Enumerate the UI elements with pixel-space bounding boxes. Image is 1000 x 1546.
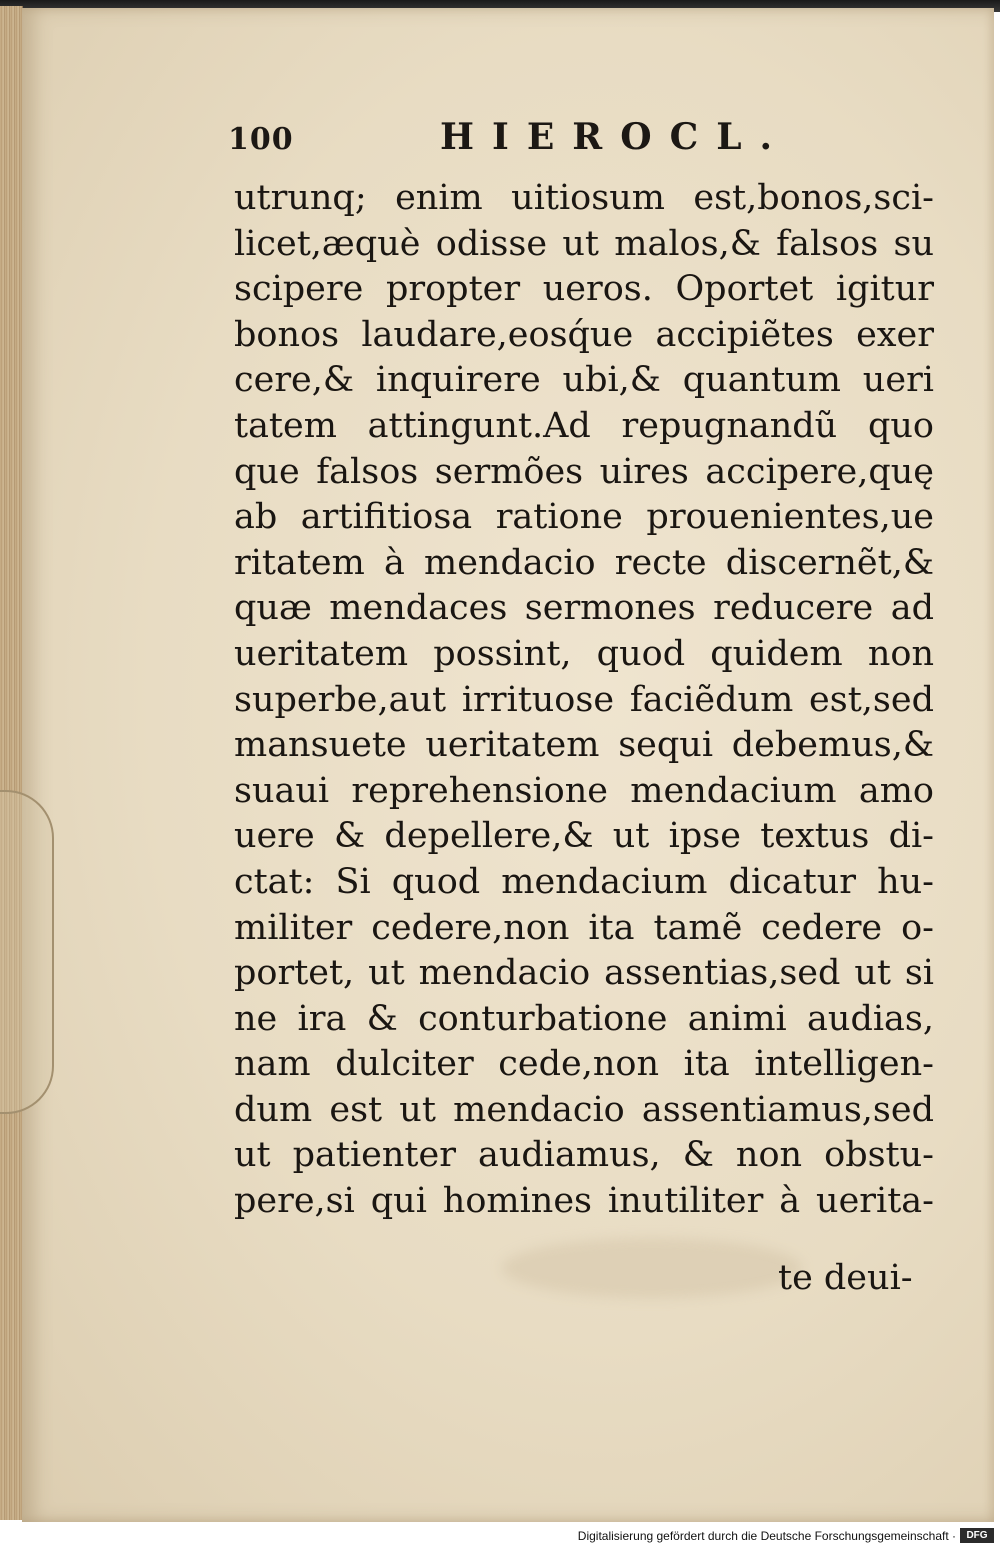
text-line: dum est ut mendacio assentiamus,sed bbox=[234, 1089, 934, 1130]
text-line: portet, ut mendacio assentias,sed ut si bbox=[234, 953, 934, 994]
text-line: que falsos sermões uires accipere,quę bbox=[234, 451, 934, 492]
text-line: mansuete ueritatem sequi debemus,& bbox=[234, 725, 934, 766]
running-head bbox=[228, 116, 791, 164]
text-line: pere,si qui homines inutiliter à uerita- bbox=[234, 1181, 934, 1222]
text-line: ut patienter audiamus, & non obstu- bbox=[234, 1135, 934, 1176]
text-line: scipere propter ueros. Oportet igitur bbox=[234, 269, 934, 310]
text-line: cere,& inquirere ubi,& quantum ueri bbox=[234, 360, 934, 401]
text-line: ueritatem possint, quod quidem non bbox=[234, 633, 934, 674]
text-line: ctat: Si quod mendacium dicatur hu- bbox=[234, 861, 934, 902]
text-line: utrunq; enim uitiosum est,bonos,sci- bbox=[234, 178, 934, 218]
running-title: HIEROCL. bbox=[440, 116, 791, 158]
footer-bar bbox=[0, 1526, 1000, 1546]
text-line: quæ mendaces sermones reducere ad bbox=[234, 588, 934, 629]
text-line: suaui reprehensione mendacium amo bbox=[234, 770, 934, 811]
text-line: uere & depellere,& ut ipse textus di- bbox=[234, 816, 934, 857]
text-line: tatem attingunt.Ad repugnandũ quo bbox=[234, 405, 934, 446]
catchword: te deui- bbox=[778, 1258, 913, 1298]
text-line: bonos laudare,eosq́ue accipiẽtes exer bbox=[234, 314, 934, 355]
text-line: licet,æquè odisse ut malos,& falsos su bbox=[234, 223, 934, 264]
text-line: ne ira & conturbatione animi audias, bbox=[234, 998, 934, 1039]
binding-clip bbox=[0, 790, 54, 1114]
page-number: 100 bbox=[228, 122, 294, 157]
book-page-edges bbox=[0, 6, 23, 1520]
text-line: ritatem à mendacio recte discernẽt,& bbox=[234, 542, 934, 583]
funding-credit: Digitalisierung gefördert durch die Deutsche Forschungsgemeinschaft · bbox=[577, 1529, 956, 1543]
dfg-logo: DFG bbox=[960, 1528, 994, 1543]
text-line: superbe,aut irrituose faciẽdum est,sed bbox=[234, 679, 934, 720]
text-line: militer cedere,non ita tamẽ cedere o- bbox=[234, 907, 934, 948]
text-line: nam dulciter cede,non ita intelligen- bbox=[234, 1044, 934, 1085]
text-line: ab artifitiosa ratione prouenientes,ue bbox=[234, 497, 934, 538]
paper-stain bbox=[502, 1238, 802, 1298]
body-text bbox=[234, 176, 934, 1225]
